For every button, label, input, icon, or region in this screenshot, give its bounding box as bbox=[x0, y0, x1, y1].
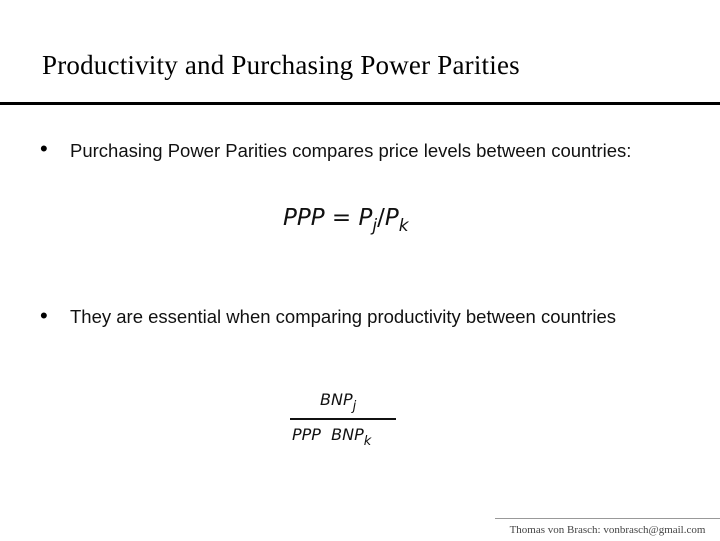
bnp-denominator: BNP bbox=[331, 425, 364, 444]
price-k-subscript: k bbox=[398, 216, 409, 236]
slide-title: Productivity and Purchasing Power Parities bbox=[42, 50, 520, 80]
title-divider bbox=[0, 102, 720, 105]
bullet-marker: • bbox=[40, 136, 48, 161]
slash: / bbox=[377, 205, 385, 231]
slide-footer: Thomas von Brasch: vonbrasch@gmail.com bbox=[495, 518, 720, 541]
fraction-denominator bbox=[292, 425, 371, 449]
bullet-marker: • bbox=[40, 303, 48, 328]
fraction-bar bbox=[290, 418, 396, 420]
denominator-subscript: k bbox=[363, 434, 372, 449]
price-j: P bbox=[358, 205, 373, 231]
price-k: P bbox=[384, 205, 399, 231]
price-j-subscript: j bbox=[372, 216, 378, 236]
fraction-numerator bbox=[320, 390, 356, 414]
bnp-numerator: BNP bbox=[320, 390, 353, 409]
bullet-text-1: Purchasing Power Parities compares price levels between countries: bbox=[70, 140, 632, 161]
numerator-subscript: j bbox=[352, 399, 357, 414]
bullet-text-2: They are essential when comparing productivity between countries bbox=[70, 306, 617, 327]
equals-sign: = bbox=[324, 205, 359, 231]
ppp-equation bbox=[283, 205, 409, 236]
ppp-lhs: PPP bbox=[283, 205, 325, 231]
ppp-denominator: PPP bbox=[292, 425, 321, 444]
